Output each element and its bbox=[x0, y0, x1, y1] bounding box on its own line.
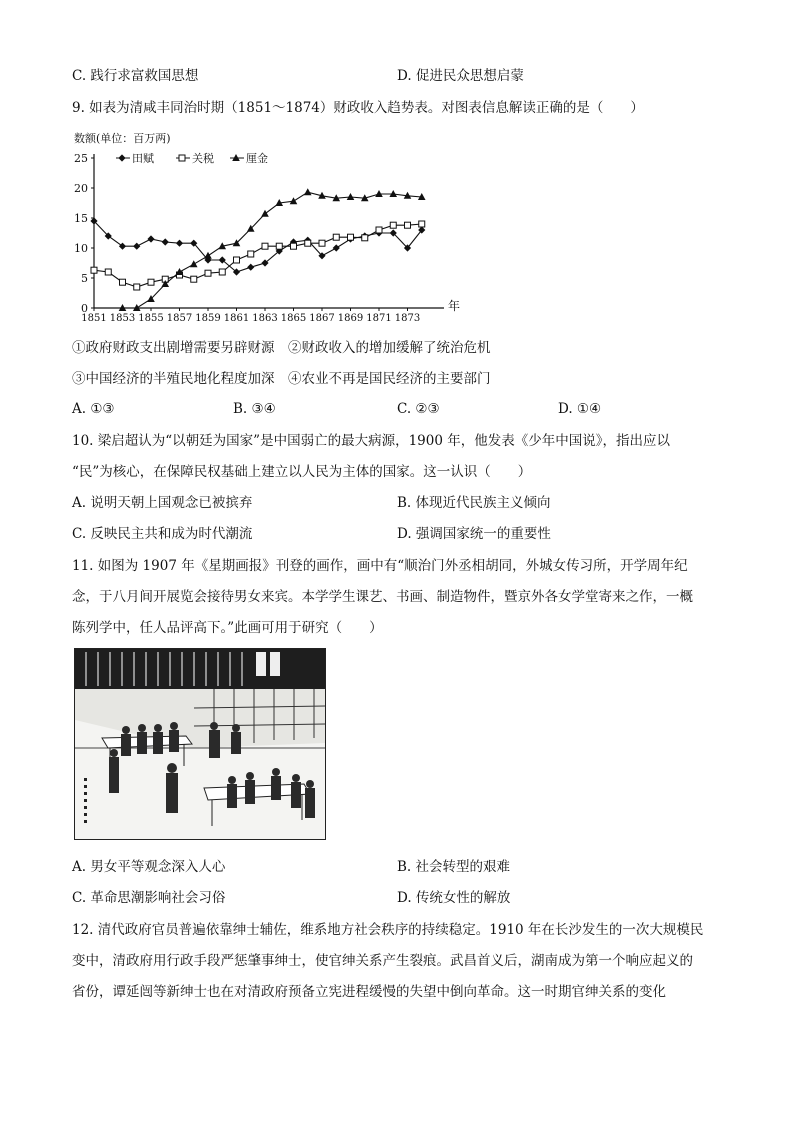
series-point-0 bbox=[247, 264, 254, 271]
series-point-2 bbox=[290, 197, 298, 204]
series-point-2 bbox=[347, 193, 355, 200]
legend-marker bbox=[179, 155, 185, 161]
series-point-0 bbox=[119, 243, 126, 250]
series-point-1 bbox=[148, 279, 154, 285]
q8-option-d: D. 促进民众思想启蒙 bbox=[397, 68, 524, 84]
x-tick-label: 1851 bbox=[81, 313, 107, 324]
series-point-1 bbox=[390, 222, 396, 228]
series-point-1 bbox=[362, 235, 368, 241]
chart-title: 数额(单位：百万两) bbox=[74, 132, 171, 145]
y-tick-label: 15 bbox=[74, 212, 88, 225]
x-tick-label: 1861 bbox=[223, 313, 250, 324]
series-line-2 bbox=[123, 192, 422, 308]
series-point-1 bbox=[333, 234, 339, 240]
q9-statement-1: ①政府财政支出剧增需要另辟财源 ②财政收入的增加缓解了统治危机 bbox=[72, 340, 491, 356]
x-axis-label: 年 bbox=[448, 299, 461, 313]
x-tick-label: 1855 bbox=[138, 313, 164, 324]
series-point-1 bbox=[105, 269, 111, 275]
q10-stem-line-1: 10. 梁启超认为“以朝廷为国家”是中国弱亡的最大病源，1900 年，他发表《少年中国说》，指出应以 bbox=[72, 433, 670, 449]
y-tick-label: 10 bbox=[74, 242, 88, 255]
series-point-1 bbox=[234, 257, 240, 263]
series-point-1 bbox=[319, 240, 325, 246]
series-point-0 bbox=[162, 238, 169, 245]
q9-stem: 9. 如表为清咸丰同治时期（1851～1874）财政收入趋势表。对图表信息解读正确的是（ ） bbox=[72, 100, 644, 116]
q11-option-a: A. 男女平等观念深入人心 bbox=[72, 859, 226, 875]
series-point-1 bbox=[91, 267, 97, 273]
q9-option-d: D. ①④ bbox=[558, 401, 602, 417]
series-point-1 bbox=[305, 240, 311, 246]
series-point-2 bbox=[261, 210, 269, 217]
x-tick-label: 1857 bbox=[166, 313, 193, 324]
q12-stem-line-1: 12. 清代政府官员普遍依靠绅士辅佐，维系地方社会秩序的持续稳定。1910 年在长沙发生的一次大规模民 bbox=[72, 922, 704, 938]
series-point-1 bbox=[262, 243, 268, 249]
series-point-1 bbox=[205, 270, 211, 276]
series-point-1 bbox=[248, 251, 254, 257]
y-tick-label: 5 bbox=[81, 272, 88, 285]
q11-option-b: B. 社会转型的艰难 bbox=[397, 859, 511, 875]
y-tick-label: 25 bbox=[74, 152, 88, 165]
q12-stem-line-3: 省份，谭延闿等新绅士也在对清政府预备立宪进程缓慢的失望中倒向革命。这一时期官绅关系的变化 bbox=[72, 984, 666, 1000]
q10-stem-line-2: “民”为核心，在保障民权基础上建立以人民为主体的国家。这一认识（ ） bbox=[72, 464, 532, 480]
series-line-0 bbox=[94, 221, 422, 272]
q10-option-a: A. 说明天朝上国观念已被摈弃 bbox=[72, 495, 253, 511]
series-point-0 bbox=[333, 244, 340, 251]
x-tick-label: 1871 bbox=[366, 313, 392, 324]
x-tick-label: 1869 bbox=[337, 313, 364, 324]
q11-option-d: D. 传统女性的解放 bbox=[397, 890, 511, 906]
x-tick-label: 1865 bbox=[280, 313, 307, 324]
x-tick-label: 1867 bbox=[309, 313, 335, 324]
series-point-2 bbox=[204, 252, 212, 259]
series-point-1 bbox=[348, 234, 354, 240]
q9-option-c: C. ②③ bbox=[397, 401, 440, 417]
legend-label: 关税 bbox=[192, 152, 214, 165]
series-point-1 bbox=[405, 222, 411, 228]
series-point-2 bbox=[304, 188, 312, 195]
legend-label: 田赋 bbox=[132, 152, 154, 165]
series-point-1 bbox=[419, 221, 425, 227]
series-point-1 bbox=[376, 227, 382, 233]
x-tick-label: 1873 bbox=[394, 313, 421, 324]
legend-label: 厘金 bbox=[246, 152, 268, 165]
series-line-1 bbox=[94, 224, 422, 287]
series-point-1 bbox=[134, 284, 140, 290]
series-point-0 bbox=[176, 240, 183, 247]
x-tick-label: 1859 bbox=[195, 313, 221, 324]
series-point-1 bbox=[219, 269, 225, 275]
series-point-1 bbox=[276, 243, 282, 249]
q12-stem-line-2: 变中，清政府用行政手段严惩肇事绅士，使官绅关系产生裂痕。武昌首义后，湖南成为第一个响应起义的 bbox=[72, 953, 693, 969]
x-tick-label: 1863 bbox=[252, 313, 278, 324]
chart-legend bbox=[116, 151, 268, 165]
series-point-1 bbox=[191, 276, 197, 282]
series-point-2 bbox=[190, 260, 198, 267]
x-tick-label: 1853 bbox=[109, 313, 136, 324]
q11-option-c: C. 革命思潮影响社会习俗 bbox=[72, 890, 226, 906]
q11-stem-line-2: 念，于八月间开展览会接待男女来宾。本学学生课艺、书画、制造物件，暨京外各女学堂寄来之作，一概 bbox=[72, 589, 693, 605]
series-point-1 bbox=[120, 279, 126, 285]
series-point-0 bbox=[133, 243, 140, 250]
q9-option-a: A. ①③ bbox=[72, 401, 115, 417]
q8-option-c: C. 践行求富救国思想 bbox=[72, 68, 199, 84]
womens-school-exhibition-drawing bbox=[74, 648, 326, 840]
q10-option-b: B. 体现近代民族主义倾向 bbox=[397, 495, 551, 511]
series-point-0 bbox=[147, 235, 154, 242]
legend-marker bbox=[118, 154, 125, 161]
q11-stem-line-1: 11. 如图为 1907 年《星期画报》刊登的画作，画中有“顺治门外丞相胡同，外城女传习所，开学周年纪 bbox=[72, 558, 688, 574]
y-tick-label: 20 bbox=[74, 182, 88, 195]
q11-stem-line-3: 陈列学中，任人品评高下。”此画可用于研究（ ） bbox=[72, 620, 383, 636]
q9-statement-2: ③中国经济的半殖民地化程度加深 ④农业不再是国民经济的主要部门 bbox=[72, 371, 491, 387]
q10-option-d: D. 强调国家统一的重要性 bbox=[397, 526, 551, 542]
series-point-1 bbox=[291, 243, 297, 249]
q9-option-b: B. ③④ bbox=[233, 401, 276, 417]
q10-option-c: C. 反映民主共和成为时代潮流 bbox=[72, 526, 253, 542]
y-tick-label: 0 bbox=[81, 302, 88, 315]
finance-line-chart bbox=[72, 130, 461, 330]
